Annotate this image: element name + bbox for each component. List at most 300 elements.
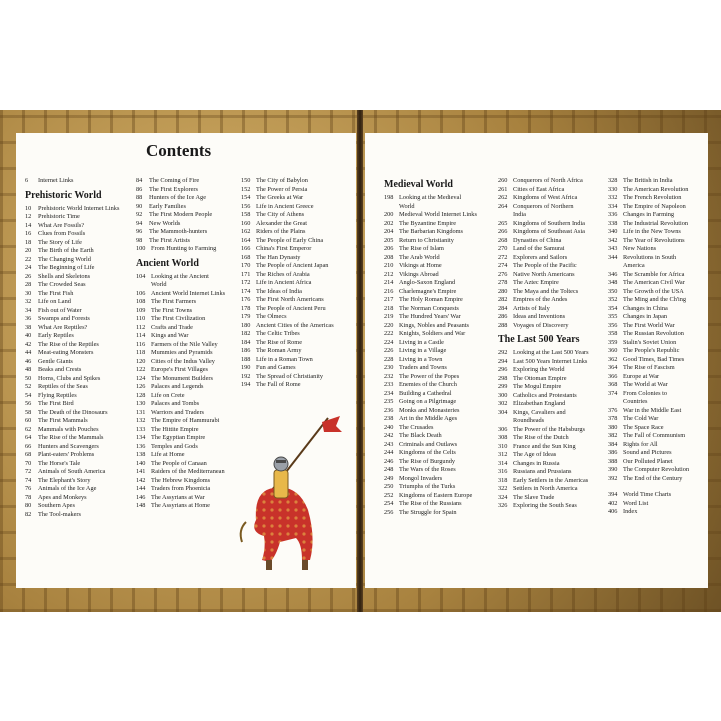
- page-number: 236: [384, 406, 394, 414]
- page-number: 208: [384, 253, 394, 261]
- entry-title: Stalin's Soviet Union: [623, 338, 677, 346]
- toc-entry: [608, 211, 708, 220]
- page-number: 332: [608, 194, 618, 201]
- toc-entry: [498, 460, 606, 469]
- page-number: 62: [25, 425, 32, 433]
- page-number: 348: [608, 279, 618, 286]
- page-number: 171: [241, 270, 251, 278]
- toc-column-right-1: [384, 175, 496, 517]
- toc-entry: [498, 494, 606, 503]
- toc-entry: [498, 468, 606, 477]
- entry-title: The Barbarian Kingdoms: [399, 228, 464, 235]
- toc-entry: [608, 356, 708, 365]
- entry-title: Monks and Monasteries: [399, 406, 460, 414]
- entry-title: The Horse's Tale: [38, 459, 81, 467]
- toc-entry: [498, 313, 606, 322]
- page-number: 242: [384, 432, 394, 439]
- entry-title: Life at Home: [151, 451, 185, 458]
- toc-entry: [384, 381, 496, 390]
- entry-title: The World at War: [623, 381, 668, 388]
- entry-title: Alexander the Great: [256, 219, 308, 227]
- toc-entry: [136, 186, 240, 195]
- toc-entry: [498, 392, 606, 401]
- page-number: 172: [241, 279, 251, 286]
- toc-entry: [136, 341, 240, 350]
- toc-entry: [384, 305, 496, 314]
- toc-entry: [384, 322, 496, 331]
- page-number: 154: [241, 194, 251, 201]
- toc-entry: [136, 383, 240, 392]
- entry-title: The Empire of Napoleon: [623, 202, 686, 210]
- page-number: 296: [498, 366, 508, 373]
- toc-entry: [384, 271, 496, 280]
- entry-title: Kings, Nobles and Peasants: [399, 321, 469, 329]
- entry-title: Sound and Pictures: [623, 449, 672, 456]
- entry-title: China's First Emperor: [256, 245, 312, 252]
- page-number: 226: [384, 347, 394, 354]
- toc-entry: [136, 358, 240, 367]
- toc-entry: [384, 407, 496, 416]
- page-number: 20: [25, 247, 32, 254]
- page-number: 261: [498, 185, 508, 193]
- toc-entry: [136, 298, 240, 307]
- entry-title: The Birth of the Earth: [38, 247, 94, 254]
- page-number: 134: [136, 434, 146, 441]
- entry-title: Looking at the Medieval World: [399, 194, 462, 210]
- toc-entry: [384, 339, 496, 348]
- toc-entry: [241, 279, 351, 288]
- page-number: 248: [384, 466, 394, 473]
- toc-entry: [608, 245, 708, 254]
- page-number: 316: [498, 468, 508, 475]
- toc-entry: [25, 324, 129, 333]
- entry-title: The Greeks at War: [256, 194, 304, 201]
- toc-entry: [498, 228, 606, 237]
- entry-title: France and the Sun King: [513, 442, 576, 450]
- page-number: 40: [25, 332, 32, 339]
- page-number: 22: [25, 255, 32, 263]
- toc-entry: [136, 477, 240, 486]
- page-number: 249: [384, 474, 394, 482]
- entry-title: The Beginning of Life: [38, 264, 95, 271]
- page-number: 60: [25, 417, 32, 424]
- entry-title: The Egyptian Empire: [151, 434, 206, 441]
- page-number: 133: [136, 425, 146, 433]
- toc-entry: [241, 288, 351, 297]
- page-number: 272: [498, 253, 508, 261]
- toc-entry: [498, 245, 606, 254]
- page-number: 72: [25, 468, 32, 475]
- page-number: 278: [498, 279, 508, 286]
- toc-entry: [608, 296, 708, 305]
- toc-entry: [136, 460, 240, 469]
- toc-entry: [608, 500, 708, 509]
- entry-title: Mammals with Pouches: [38, 425, 99, 433]
- entry-title: The Rise of Burgundy: [399, 457, 456, 465]
- toc-entry: [136, 502, 240, 511]
- entry-title: Conquerors of Northern India: [513, 202, 574, 218]
- toc-entry: [241, 186, 351, 195]
- entry-title: The First Artists: [149, 236, 190, 244]
- toc-entry: [608, 254, 708, 271]
- page-number: 246: [384, 457, 394, 465]
- page-number: 158: [241, 211, 251, 218]
- entry-title: Last 500 Years Internet Links: [513, 357, 588, 365]
- page-number: 254: [384, 500, 394, 507]
- entry-title: The British in India: [623, 177, 673, 184]
- entry-title: Living in a Castle: [399, 338, 444, 346]
- page-number: 318: [498, 476, 508, 484]
- section-heading: Ancient World: [136, 257, 199, 269]
- toc-entry: [25, 273, 129, 282]
- entry-title: Artists of Italy: [513, 304, 550, 312]
- entry-title: Living in a Town: [399, 355, 443, 363]
- page-number: 234: [384, 389, 394, 397]
- toc-entry: [498, 400, 606, 409]
- entry-title: New Nations: [623, 245, 657, 252]
- entry-title: Going on a Pilgrimage: [399, 398, 457, 405]
- entry-title: The First Bird: [38, 400, 74, 407]
- toc-entry: [25, 315, 129, 324]
- page-number: 274: [498, 262, 508, 269]
- page-number: 270: [498, 245, 508, 252]
- page-number: 244: [384, 449, 394, 456]
- page-number: 204: [384, 228, 394, 235]
- toc-entry: [498, 451, 606, 460]
- toc-entry: [241, 356, 351, 365]
- toc-entry: [136, 228, 240, 237]
- toc-entry: [608, 237, 708, 246]
- page-number: 192: [241, 372, 251, 380]
- page-number: 368: [608, 381, 618, 388]
- entry-title: The American Revolution: [623, 185, 689, 193]
- page-number: 366: [608, 372, 618, 380]
- entry-title: Kingdoms of West Africa: [513, 194, 578, 201]
- page-number: 116: [136, 340, 146, 348]
- page-number: 96: [136, 228, 143, 235]
- entry-title: Fun and Games: [256, 364, 296, 371]
- entry-title: New Worlds: [149, 219, 181, 227]
- toc-entry: [25, 477, 129, 486]
- page-number: 328: [608, 177, 618, 184]
- entry-title: The People of Ancient Peru: [256, 304, 326, 312]
- toc-entry: [608, 228, 708, 237]
- page-number: 230: [384, 364, 394, 371]
- entry-title: Knights, Soldiers and War: [399, 330, 466, 337]
- entry-title: The Rise of the Mammals: [38, 434, 104, 441]
- toc-entry: [608, 415, 708, 424]
- toc-entry: [25, 426, 129, 435]
- toc-entry: [25, 383, 129, 392]
- entry-title: Clues from Fossils: [38, 230, 86, 237]
- page-number: 148: [136, 502, 146, 509]
- page-number: 112: [136, 323, 146, 331]
- toc-column-right-2: [498, 177, 606, 511]
- page-number: 46: [25, 357, 32, 365]
- toc-entry: [384, 211, 496, 220]
- toc-entry: [136, 468, 240, 477]
- entry-title: The Black Death: [399, 432, 442, 439]
- page-number: 233: [384, 381, 394, 388]
- entry-title: Hunters and Scavengers: [38, 442, 99, 450]
- toc-entry: [498, 349, 606, 358]
- toc-entry: [384, 458, 496, 467]
- entry-title: Conquerors of North Africa: [513, 177, 583, 184]
- page-number: 304: [498, 408, 508, 416]
- toc-entry: [25, 290, 129, 299]
- toc-entry: [136, 409, 240, 418]
- entry-title: Word List: [623, 499, 649, 507]
- toc-entry: [25, 213, 129, 222]
- toc-entry: [608, 177, 708, 186]
- toc-entry: [25, 281, 129, 290]
- page-number: 358: [608, 330, 618, 337]
- page-number: 202: [384, 219, 394, 227]
- entry-title: The Fall of Rome: [256, 381, 301, 388]
- entry-title: The Roman Army: [256, 347, 302, 354]
- page-number: 312: [498, 451, 508, 458]
- toc-entry: [25, 298, 129, 307]
- toc-entry: [241, 203, 351, 212]
- page-number: 18: [25, 238, 32, 246]
- entry-title: The Power of Persia: [256, 185, 308, 193]
- entry-title: The Slave Trade: [513, 493, 555, 501]
- toc-entry: [384, 475, 496, 484]
- entry-title: The Coming of Fire: [149, 177, 200, 184]
- toc-entry: [608, 347, 708, 356]
- toc-entry: [384, 415, 496, 424]
- toc-entry: [136, 273, 240, 290]
- toc-entry: [136, 332, 240, 341]
- entry-title: The First Explorers: [149, 185, 198, 193]
- entry-title: The First Modern People: [149, 211, 213, 218]
- page-number: 74: [25, 476, 32, 484]
- entry-title: The Year of Revolutions: [623, 236, 685, 244]
- page-number: 176: [241, 296, 251, 303]
- page-number: 364: [608, 364, 618, 371]
- toc-entry: [384, 262, 496, 271]
- page-number: 32: [25, 298, 32, 305]
- page-number: 104: [136, 272, 146, 280]
- toc-entry: [498, 177, 606, 186]
- page-number: 282: [498, 296, 508, 303]
- page-number: 132: [136, 417, 146, 424]
- entry-title: Our Polluted Planet: [623, 457, 673, 465]
- entry-title: The Cold War: [623, 415, 659, 422]
- page-number: 222: [384, 330, 394, 337]
- page-number: 138: [136, 451, 146, 458]
- entry-title: The Assyrians at Home: [151, 502, 210, 509]
- entry-title: Riders of the Plains: [256, 228, 306, 235]
- toc-entry: [241, 211, 351, 220]
- page-number: 206: [384, 245, 394, 252]
- page-number: 166: [241, 245, 251, 252]
- toc-entry: [498, 426, 606, 435]
- toc-entry: [498, 296, 606, 305]
- page-number: 136: [136, 442, 146, 450]
- toc-entry: [136, 245, 240, 254]
- page-number: 164: [241, 236, 251, 244]
- section-heading: The Last 500 Years: [498, 334, 580, 345]
- page-number: 266: [498, 228, 508, 235]
- toc-entry: [498, 358, 606, 367]
- entry-title: The First Mammals: [38, 417, 88, 424]
- toc-entry: [384, 364, 496, 373]
- toc-entry: [25, 230, 129, 239]
- entry-title: The Empire of Hammurabi: [151, 417, 220, 424]
- entry-title: Exploring the World: [513, 366, 565, 373]
- entry-title: The Struggle for Spain: [399, 508, 457, 516]
- entry-title: Triumphs of the Turks: [399, 483, 456, 490]
- entry-title: The Wars of the Roses: [399, 466, 456, 473]
- page-number: 128: [136, 391, 146, 399]
- entry-title: Traders from Phoenicia: [151, 485, 211, 492]
- entry-title: Elizabethan England: [513, 400, 566, 407]
- page-number: 84: [136, 177, 143, 184]
- toc-entry: [241, 373, 351, 382]
- toc-entry: [498, 271, 606, 280]
- page-number: 238: [384, 415, 394, 422]
- toc-entry: [241, 245, 351, 254]
- entry-title: Palaces and Tombs: [151, 400, 200, 407]
- toc-entry: [384, 449, 496, 458]
- toc-entry: [25, 366, 129, 375]
- page-number: 218: [384, 304, 394, 312]
- page-number: 179: [241, 313, 251, 320]
- toc-entry: [25, 468, 129, 477]
- toc-entry: [136, 349, 240, 358]
- entry-title: Fish out of Water: [38, 306, 82, 314]
- toc-entry: [384, 466, 496, 475]
- page-number: 252: [384, 491, 394, 499]
- entry-title: The Computer Revolution: [623, 466, 690, 473]
- page-number: 58: [25, 408, 32, 416]
- entry-title: Kingdoms of Eastern Europe: [399, 491, 473, 499]
- page-number: 299: [498, 383, 508, 390]
- entry-title: Charlemagne's Empire: [399, 287, 457, 295]
- toc-entry: [241, 177, 351, 186]
- page-number: 280: [498, 287, 508, 295]
- toc-column-left-3: [241, 177, 351, 390]
- entry-title: The Fall of Communism: [623, 432, 686, 439]
- page-number: 38: [25, 323, 32, 331]
- toc-entry: [498, 237, 606, 246]
- toc-entry: [136, 494, 240, 503]
- entry-title: Crafts and Trade: [151, 323, 193, 331]
- entry-title: Russians and Prussians: [513, 468, 572, 475]
- toc-entry: [498, 288, 606, 297]
- toc-entry: [498, 262, 606, 271]
- entry-title: The Ming and the Ch'ing: [623, 296, 687, 303]
- toc-entry: [25, 205, 129, 214]
- entry-title: Prehistoric Time: [38, 213, 80, 220]
- entry-title: The Monument Builders: [151, 374, 213, 382]
- entry-title: The Han Dynasty: [256, 253, 301, 261]
- entry-title: Changes in Farming: [623, 211, 675, 218]
- toc-entry: [608, 194, 708, 203]
- toc-entry: [608, 424, 708, 433]
- entry-title: Kingdoms of the Celts: [399, 449, 456, 456]
- entry-title: The Norman Conquests: [399, 304, 459, 312]
- page-number: 292: [498, 349, 508, 356]
- page-number: 26: [25, 272, 32, 280]
- entry-title: Horns, Clubs and Spikes: [38, 374, 101, 382]
- page-number: 36: [25, 315, 32, 322]
- toc-entry: [608, 220, 708, 229]
- page-number: 190: [241, 364, 251, 371]
- toc-entry: [25, 239, 129, 248]
- page-number: 250: [384, 483, 394, 490]
- page-number: 308: [498, 434, 508, 441]
- entry-title: Farmers of the Nile Valley: [151, 340, 218, 348]
- toc-entry: [608, 339, 708, 348]
- entry-title: Anglo-Saxon England: [399, 279, 456, 286]
- toc-entry: [498, 409, 606, 426]
- page-number: 66: [25, 442, 32, 450]
- page-number: 352: [608, 296, 618, 303]
- entry-title: The Power of the Popes: [399, 372, 460, 380]
- entry-title: Hunters of the Ice Age: [149, 194, 207, 201]
- entry-title: The Olmecs: [256, 313, 287, 320]
- entry-title: Explorers and Sailors: [513, 253, 568, 261]
- entry-title: Kingdoms of Southeast Asia: [513, 228, 585, 235]
- toc-entry: [25, 511, 129, 520]
- entry-title: The Tool-makers: [38, 510, 81, 518]
- toc-entry: [136, 211, 240, 220]
- page-number: 160: [241, 219, 251, 227]
- entry-title: Medieval World Internet Links: [399, 211, 477, 218]
- toc-entry: [25, 409, 129, 418]
- toc-entry: [384, 373, 496, 382]
- toc-entry: [136, 324, 240, 333]
- page-number: 264: [498, 202, 508, 210]
- page-number: 54: [25, 391, 32, 399]
- page-number: 76: [25, 485, 32, 492]
- page-number: 326: [498, 502, 508, 509]
- entry-title: The Space Race: [623, 423, 664, 431]
- entry-title: Life on Crete: [151, 391, 185, 399]
- page-number: 16: [25, 230, 32, 237]
- page-number: 186: [241, 347, 251, 354]
- entry-title: Catholics and Protestants: [513, 391, 577, 399]
- toc-entry: [25, 375, 129, 384]
- entry-title: The Rise of the Russians: [399, 500, 462, 507]
- entry-title: The Scramble for Africa: [623, 270, 685, 278]
- toc-entry: [608, 508, 708, 517]
- entry-title: The Story of Life: [38, 238, 82, 246]
- toc-entry: [608, 279, 708, 288]
- page-number: 42: [25, 340, 32, 348]
- page-number: 356: [608, 321, 618, 329]
- page-number: 152: [241, 185, 251, 193]
- entry-title: Animals of the Ice Age: [38, 485, 97, 492]
- entry-title: The Mogul Empire: [513, 383, 562, 390]
- toc-entry: [136, 434, 240, 443]
- page-number: 330: [608, 185, 618, 193]
- page-number: 150: [241, 177, 251, 184]
- toc-entry: [25, 494, 129, 503]
- entry-title: The First Farmers: [151, 298, 197, 305]
- toc-entry: [25, 502, 129, 511]
- toc-entry: [608, 330, 708, 339]
- page-number: 168: [241, 253, 251, 261]
- toc-entry: [241, 322, 351, 331]
- toc-entry: [384, 509, 496, 518]
- page-number: 100: [136, 245, 146, 252]
- page-number: 256: [384, 508, 394, 516]
- entry-title: The First Civilization: [151, 315, 206, 322]
- page-number: 194: [241, 381, 251, 388]
